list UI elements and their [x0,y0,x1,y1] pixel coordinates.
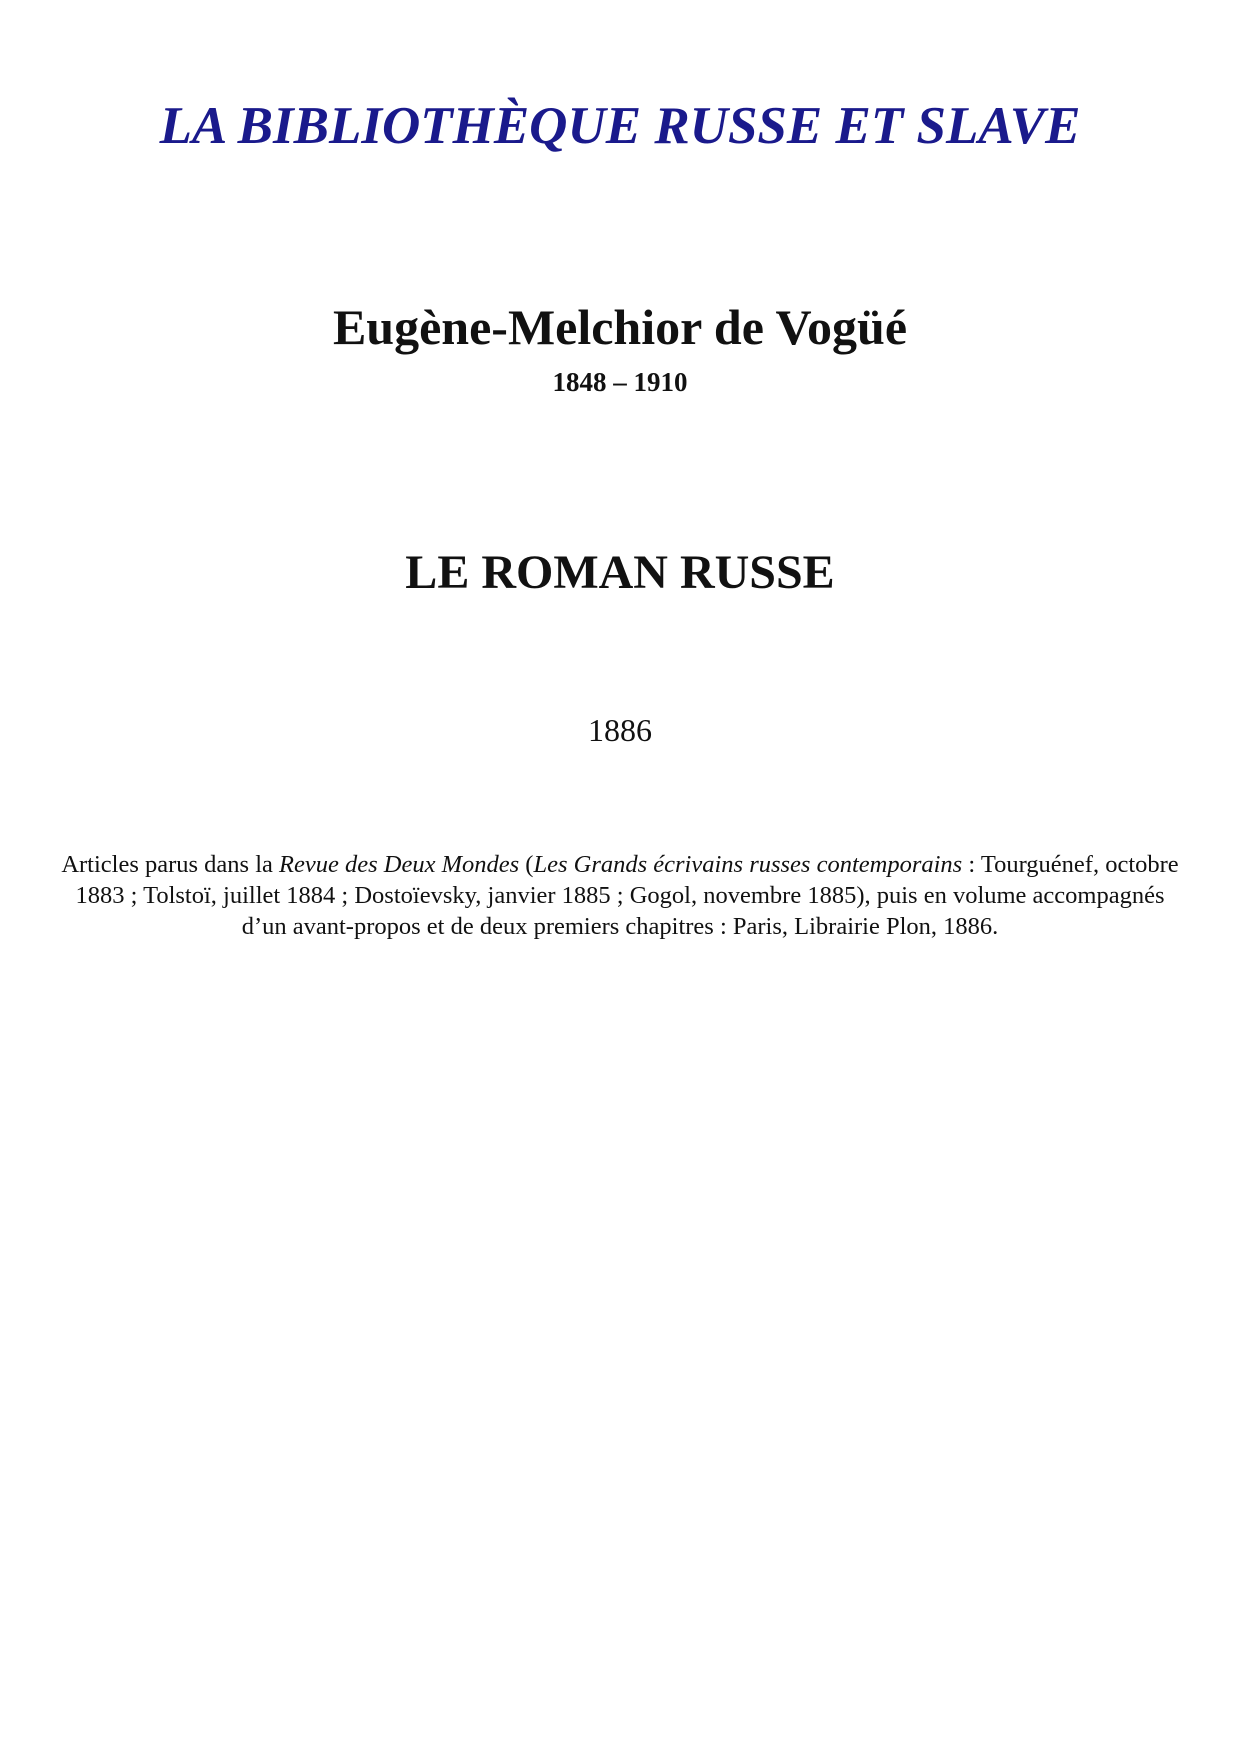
author-name: Eugène-Melchior de Vogüé [332,299,908,355]
series-title: LA BIBLIOTHÈQUE RUSSE ET SLAVE [159,97,1081,155]
publication-note-text: ( [519,851,534,878]
publication-note-text: Articles parus dans la [61,851,280,878]
publication-year: 1886 [588,712,652,748]
publication-note-text: : Tourguénef, octobre 1883 ; Tolstoï, juillet 1884 ; Dostoïevsky, janvier 1885 ; Gogol, novembre 1885), puis en volume accompagnés d’un avant-propos et de deux premiers chapitres : Paris, Librairie Plon, 1886. [75,851,1179,940]
article-series-title: Les Grands écrivains russes contemporains [533,851,963,878]
book-title: LE ROMAN RUSSE [405,546,835,599]
publication-note [60,849,1180,942]
author-dates: 1848 – 1910 [552,367,688,397]
journal-title: Revue des Deux Mondes [279,851,520,878]
